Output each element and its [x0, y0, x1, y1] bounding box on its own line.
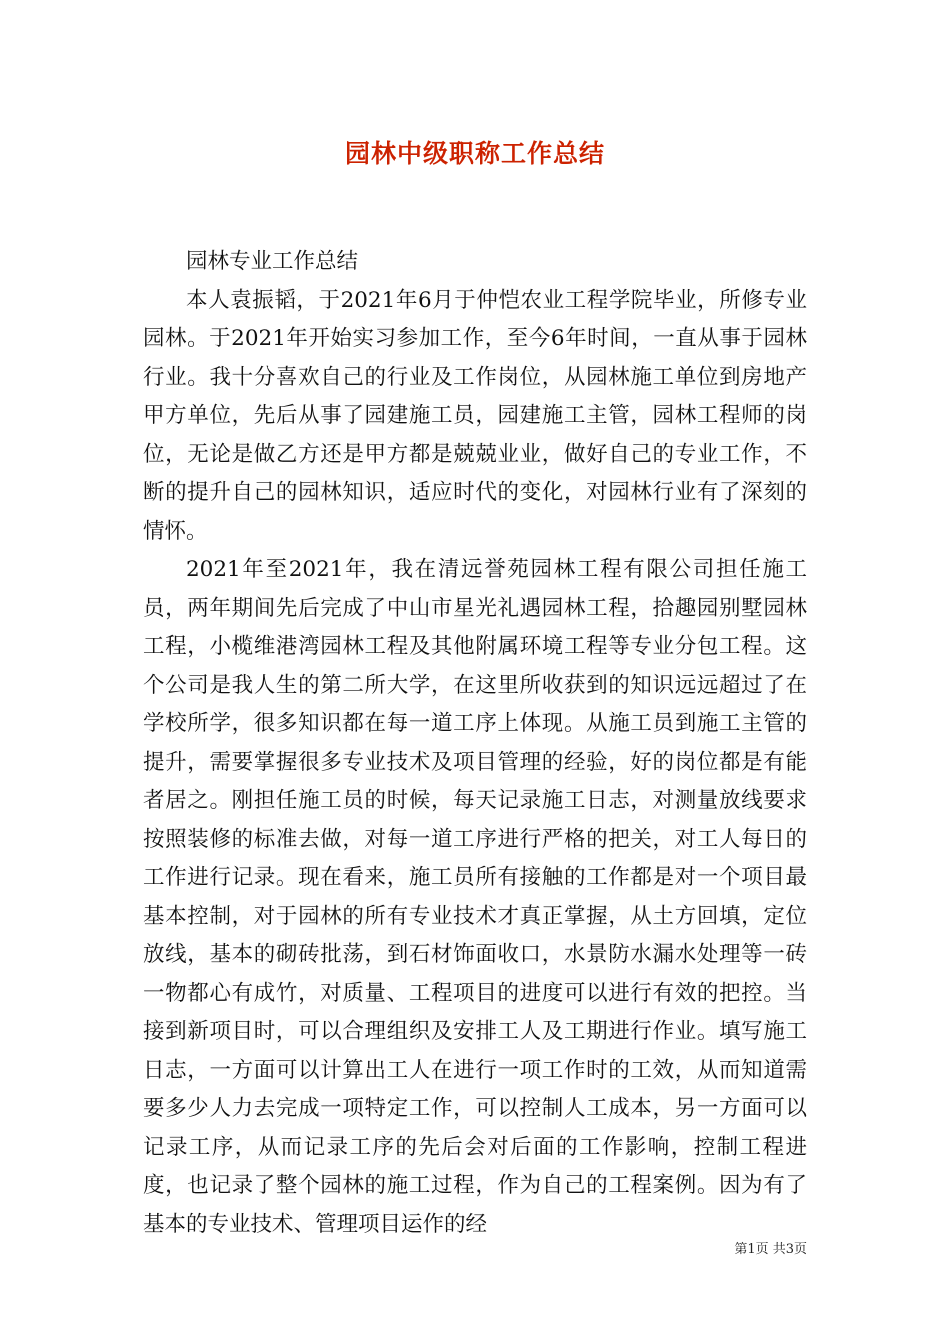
document-title: 园林中级职称工作总结 — [344, 139, 605, 168]
page-number: 第1页 共3页 — [734, 1242, 807, 1257]
paragraph-subtitle: 园林专业工作总结 — [186, 249, 359, 274]
paragraph-intro: 本人袁振韬，于2021年6月于仲恺农业工程学院毕业，所修专业园林。于2021年开始实习参加工作，至今6年时间，一直从事于园林行业。我十分喜欢自己的行业及工作岗位，从园林施工单位到房地产甲方单位，先后从事了园建施工员，园建施工主管，园林工程师的岗位，无论是做乙方还是甲方都是兢兢业业，做好自己的专业工作，不断的提升自己的园林知识，适应时代的变化，对园林行业有了深刻的情怀。 — [143, 287, 807, 544]
paragraph-experience: 2021年至2021年，我在清远誉苑园林工程有限公司担任施工员，两年期间先后完成了中山市星光礼遇园林工程，拾趣园别墅园林工程，小榄维港湾园林工程及其他附属环境工程等专业分包工程。这个公司是我人生的第二所大学，在这里所收获到的知识远远超过了在学校所学，很多知识都在每一道工序上体现。从施工员到施工主管的提升，需要掌握很多专业技术及项目管理的经验，好的岗位都是有能者居之。刚担任施工员的时候，每天记录施工日志，对测量放线要求按照装修的标准去做，对每一道工序进行严格的把关，对工人每日的工作进行记录。现在看来，施工员所有接触的工作都是对一个项目最基本控制，对于园林的所有专业技术才真正掌握，从土方回填，定位放线，基本的砌砖批荡，到石材饰面收口，水景防水漏水处理等一砖一物都心有成竹，对质量、工程项目的进度可以进行有效的把控。当接到新项目时，可以合理组织及安排工人及工期进行作业。填写施工日志，一方面可以计算出工人在进行一项工作时的工效，从而知道需要多少人力去完成一项特定工作，可以控制人工成本，另一方面可以记录工序，从而记录工序的先后会对后面的工作影响，控制工程进度，也记录了整个园林的施工过程，作为自己的工程案例。因为有了基本的专业技术、管理项目运作的经 — [143, 557, 807, 1237]
document-body — [143, 243, 807, 1244]
